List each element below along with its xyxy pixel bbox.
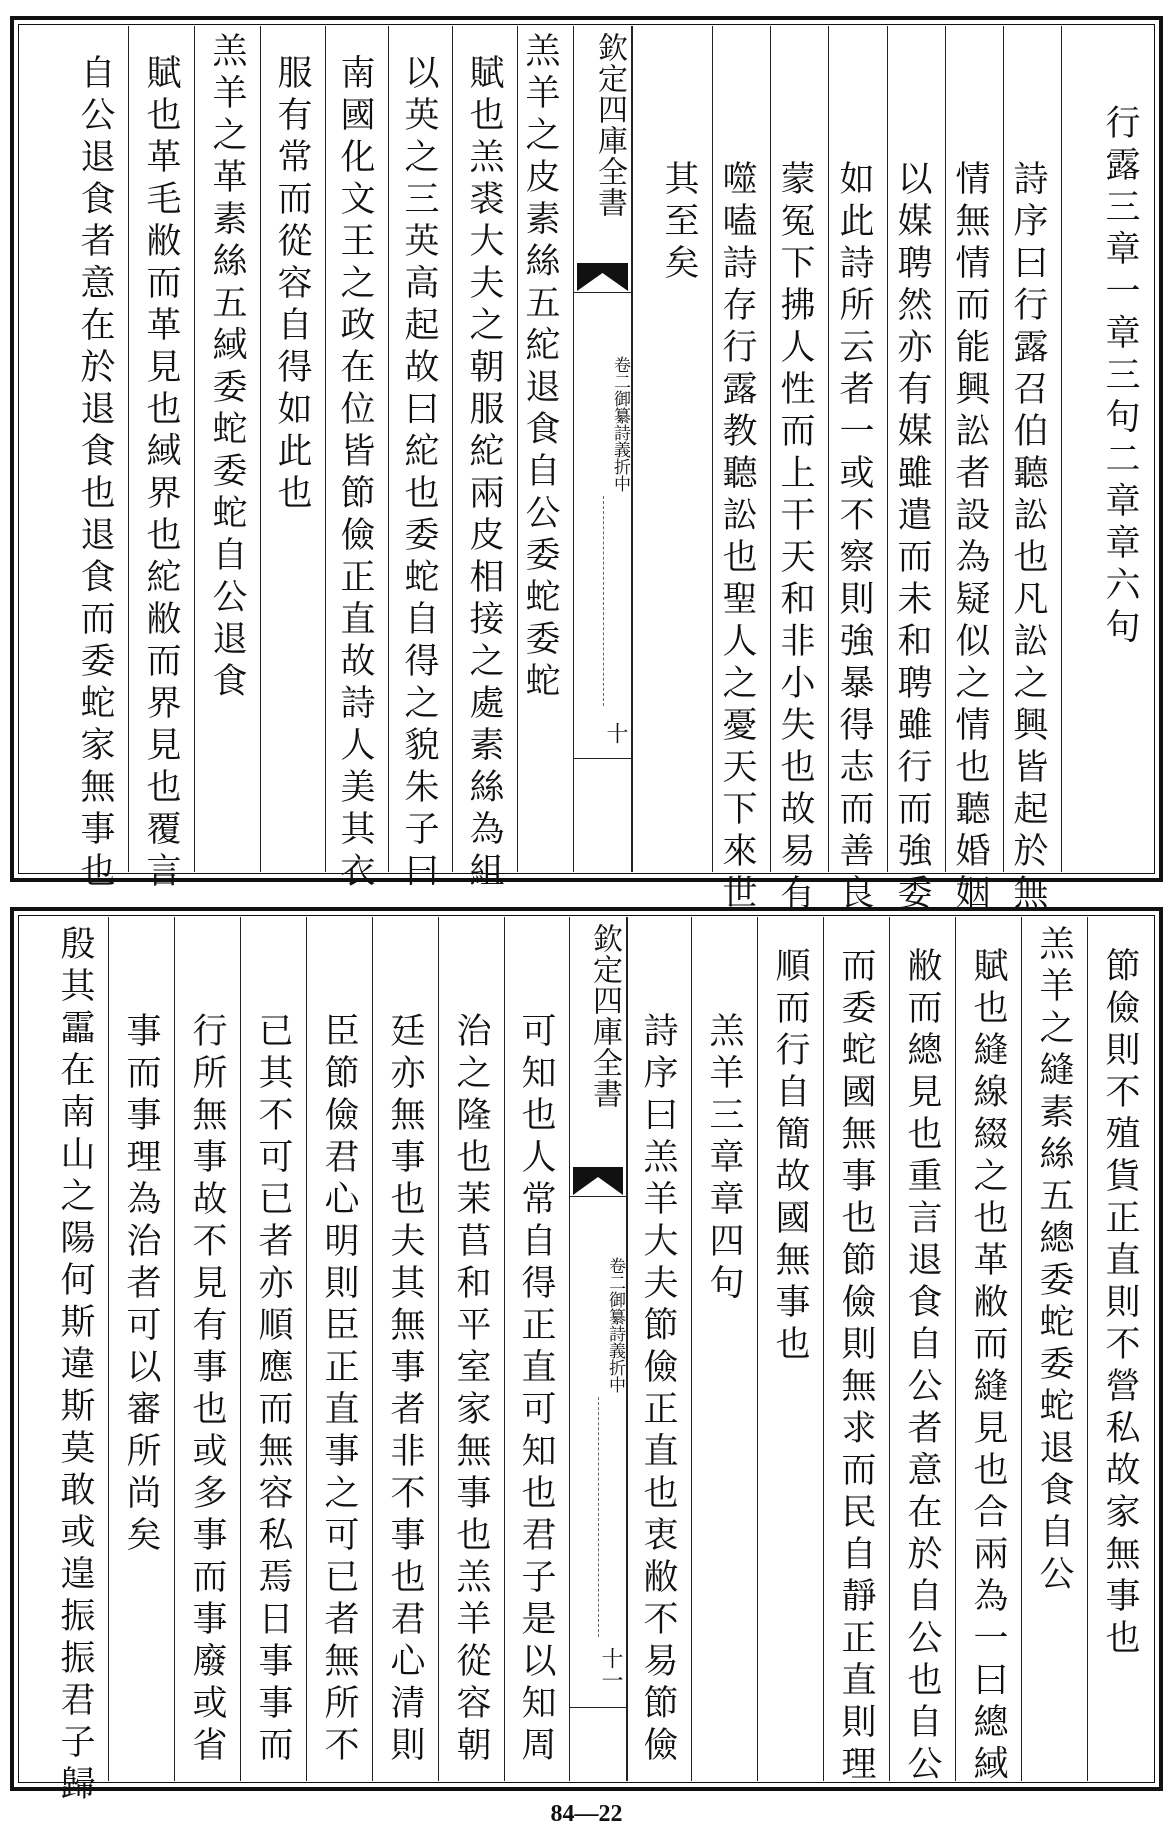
margin-rule xyxy=(570,1196,626,1197)
text-line: 其至矣 xyxy=(659,160,699,286)
upper-page-columns xyxy=(20,26,1153,916)
column xyxy=(20,917,108,1807)
column xyxy=(174,917,240,1781)
text-line: 節儉則不殖貨正直則不營私故家無事也 xyxy=(1100,947,1140,1661)
text-line: 詩序曰羔羊大夫節儉正直也衷敝不易節儉 xyxy=(638,1012,678,1768)
text-line: 以英之三英高起故曰紽也委蛇自得之貌朱子曰 xyxy=(399,54,439,894)
text-line: 殷其靁在南山之陽何斯違斯莫敢或遑振振君子歸 xyxy=(55,925,95,1807)
work-title-block xyxy=(570,1217,626,1393)
volume-label: 卷二 xyxy=(610,356,630,390)
text-line: 賦也縫線綴之也革敝而縫見也合兩為一曰總緎 xyxy=(968,947,1008,1787)
text-line: 行所無事故不見有事也或多事而事廢或省 xyxy=(187,1012,227,1768)
center-margin xyxy=(569,917,627,1781)
text-line: 賦也革毛敝而革見也緎界也紽敝而界見也覆言 xyxy=(141,54,181,894)
column xyxy=(887,26,945,916)
text-line: 可知也人常自得正直可知也君子是以知周 xyxy=(516,1012,556,1768)
column xyxy=(1087,917,1153,1781)
column xyxy=(1003,26,1061,916)
lower-page-columns xyxy=(20,917,1153,1807)
work-title: 御纂詩義折中 xyxy=(610,390,630,492)
column xyxy=(945,26,1003,916)
margin-rule xyxy=(570,1707,626,1708)
text-line: 羔羊之縫素絲五總委蛇委蛇退食自公 xyxy=(1034,925,1074,1597)
column xyxy=(632,26,712,872)
column xyxy=(691,917,757,1781)
text-line: 以媒聘然亦有媒雖遣而未和聘雖行而強委 xyxy=(892,160,932,916)
work-title-block xyxy=(574,316,631,492)
column xyxy=(889,917,955,1787)
text-line: 自公退食者意在於退食也退食而委蛇家無事也 xyxy=(75,54,115,894)
center-margin xyxy=(573,26,632,872)
column xyxy=(1061,26,1153,872)
leaf-number: 十一 xyxy=(598,1647,623,1691)
column xyxy=(1021,917,1087,1781)
text-line: 敝而總見也重言退食自公者意在於自公也自公 xyxy=(902,947,942,1787)
text-line: 已其不可已者亦順應而無容私焉日事事而 xyxy=(253,1012,293,1768)
heading-line: 行露三章一章三句二章章六句 xyxy=(1100,104,1140,650)
column xyxy=(955,917,1021,1787)
lower-page xyxy=(10,907,1163,1807)
text-line: 順而行自簡故國無事也 xyxy=(770,947,810,1367)
work-title: 御纂詩義折中 xyxy=(605,1291,625,1393)
column xyxy=(828,26,887,916)
column xyxy=(823,917,889,1787)
column xyxy=(517,26,573,872)
column xyxy=(712,26,770,916)
text-line: 廷亦無事也夫其無事者非不事也君心清則 xyxy=(385,1012,425,1768)
fishtail-ornament xyxy=(577,263,628,291)
column xyxy=(20,26,128,894)
leaf-number: 十 xyxy=(603,722,628,744)
margin-dashed-line xyxy=(598,1397,599,1637)
text-line: 如此詩所云者一或不察則強暴得志而善良 xyxy=(834,160,874,916)
text-line: 而委蛇國無事也節儉則無求而民自靜正直則理 xyxy=(836,947,876,1787)
text-line: 羔羊之革素絲五緎委蛇委蛇自公退食 xyxy=(207,32,247,704)
text-line: 噬嗑詩存行露教聽訟也聖人之憂天下來世 xyxy=(717,160,757,916)
page-number: 84—22 xyxy=(550,1801,623,1827)
column xyxy=(108,917,174,1781)
fishtail-ornament xyxy=(573,1167,623,1195)
column xyxy=(306,917,372,1781)
text-line: 南國化文王之政在位皆節儉正直故詩人美其衣 xyxy=(335,54,375,894)
text-line: 詩序曰行露召伯聽訟也凡訟之興皆起於無 xyxy=(1008,160,1048,916)
volume-label: 卷二 xyxy=(605,1257,625,1291)
margin-rule xyxy=(574,758,631,759)
text-line: 治之隆也茉苢和平室家無事也羔羊從容朝 xyxy=(451,1012,491,1768)
margin-dashed-line xyxy=(603,496,604,706)
margin-rule xyxy=(574,292,631,293)
column xyxy=(194,26,260,872)
column xyxy=(627,917,691,1781)
heading-line: 羔羊三章章四句 xyxy=(704,1012,744,1306)
column xyxy=(128,26,194,894)
column xyxy=(770,26,828,916)
text-line: 賦也羔裘大夫之朝服紽兩皮相接之處素絲為組 xyxy=(464,54,504,894)
text-line: 情無情而能興訟者設為疑似之情也聽婚姻 xyxy=(950,160,990,916)
column xyxy=(504,917,569,1781)
column xyxy=(438,917,504,1781)
column xyxy=(372,917,438,1781)
book-title: 欽定四庫全書 xyxy=(587,923,622,1109)
column xyxy=(240,917,306,1781)
upper-page xyxy=(10,16,1163,916)
text-line: 臣節儉君心明則臣正直事之可已者無所不 xyxy=(319,1012,359,1768)
text-line: 事而事理為治者可以審所尚矣 xyxy=(121,1012,161,1558)
column xyxy=(325,26,388,894)
column xyxy=(388,26,452,894)
text-line: 服有常而從容自得如此也 xyxy=(272,54,312,516)
column xyxy=(757,917,823,1781)
text-line: 羔羊之皮素絲五紽退食自公委蛇委蛇 xyxy=(520,32,560,704)
text-line: 蒙冤下拂人性而上干天和非小失也故易有 xyxy=(775,160,815,916)
column xyxy=(452,26,517,894)
book-title: 欽定四庫全書 xyxy=(592,32,627,218)
column xyxy=(260,26,325,872)
